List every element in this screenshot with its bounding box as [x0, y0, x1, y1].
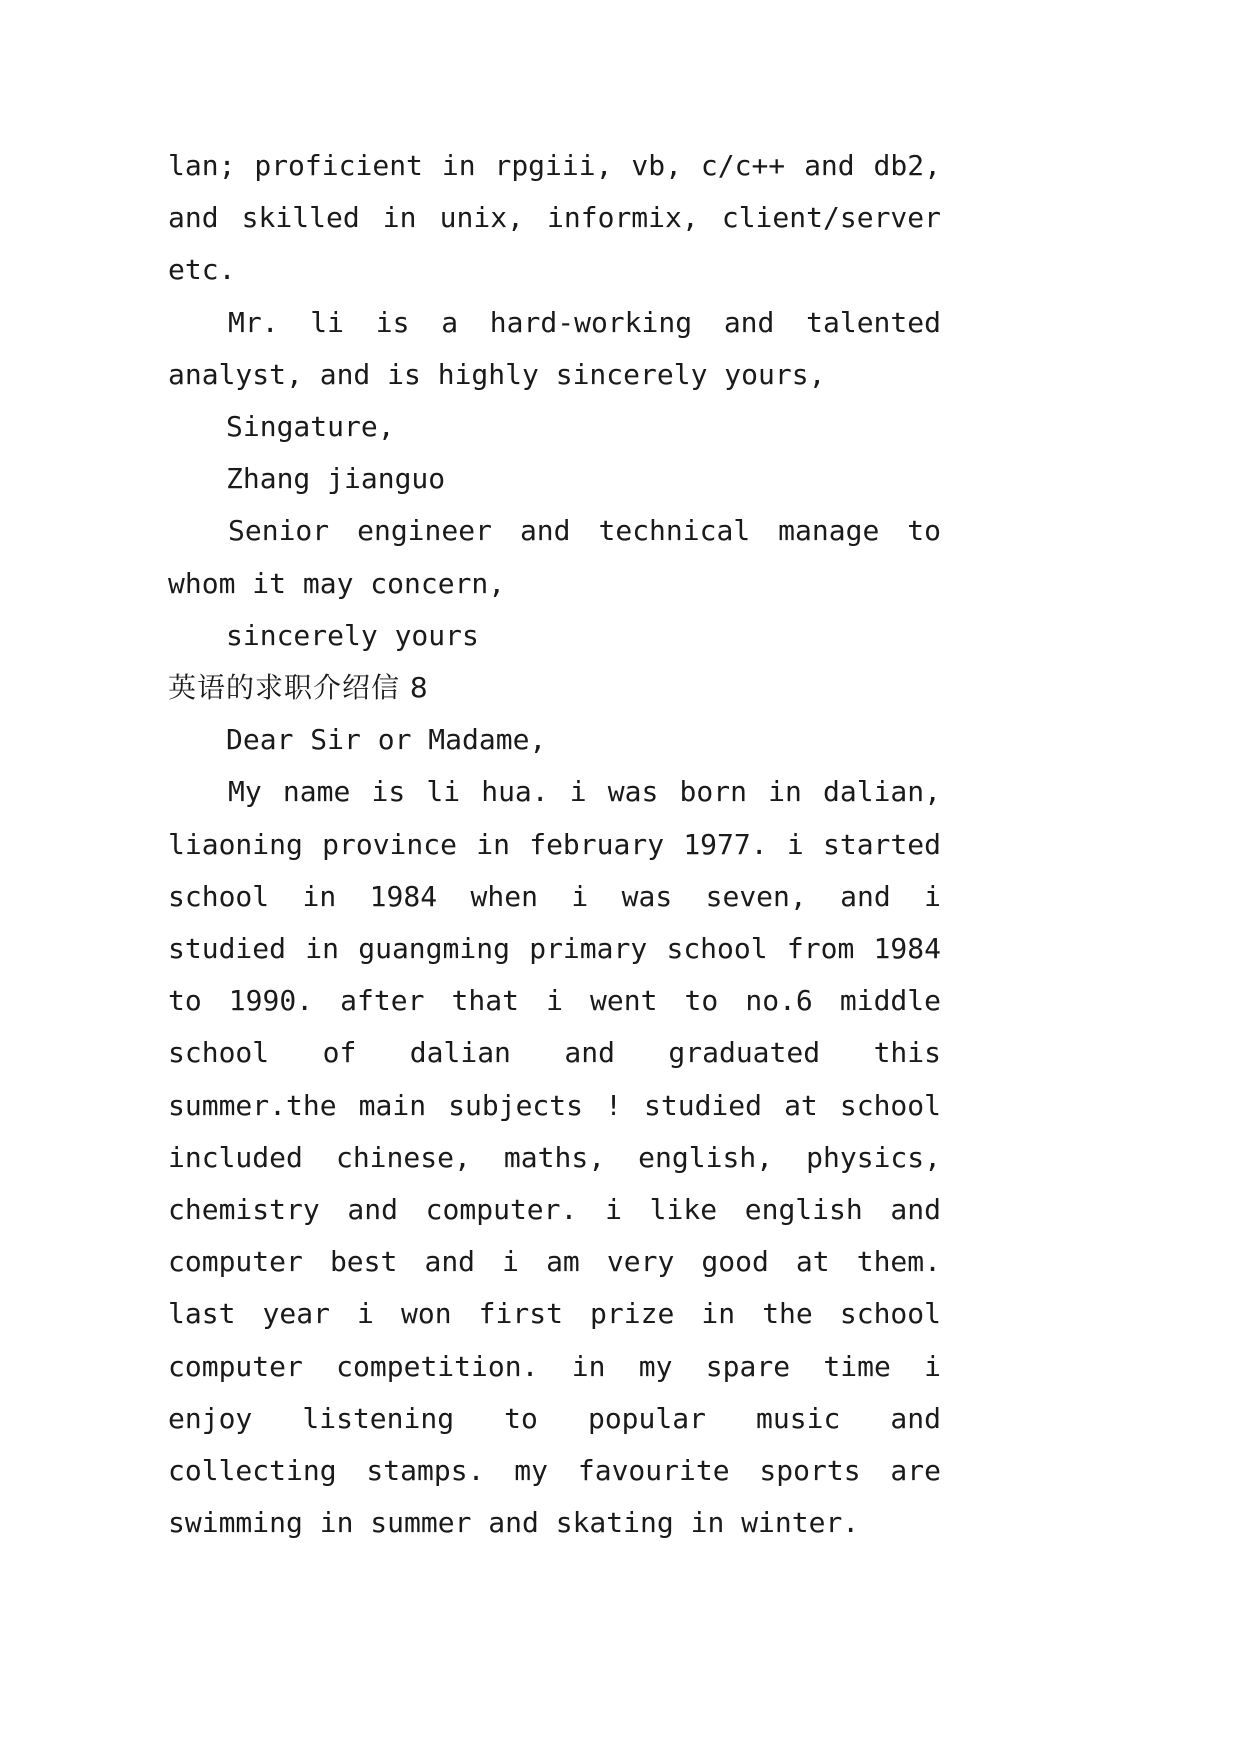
letter-continuation-paragraph: lan; proficient in rpgiii, vb, c/c++ and db2, and skilled in unix, informix, client/server etc. — [168, 149, 941, 287]
assessment-paragraph: Mr. li is a hard-working and talented analyst, and is highly sincerely yours, — [168, 305, 941, 391]
signature-label: Singature, — [226, 410, 395, 444]
document-body — [168, 140, 941, 1549]
signer-title-paragraph: Senior engineer and technical manage to whom it may concern, — [168, 514, 941, 600]
closing-line: sincerely yours — [226, 618, 479, 652]
signer-name: Zhang jianguo — [226, 462, 446, 496]
section-heading: 英语的求职介绍信 8 — [168, 671, 429, 705]
salutation: Dear Sir or Madame, — [226, 723, 547, 757]
letter-body-paragraph: My name is li hua. i was born in dalian, liaoning province in february 1977. i started school in 1984 when i was seven, and i studied in guangming primary school from 1984 to 1990. after that i went to no.6 middle school of dalian and graduated this summer.the main subjects ! studied at school included chinese, maths, english, physics, chemistry and computer. i like english and computer best and i am very good at them. last year i won first prize in the school computer competition. in my spare time i enjoy listening to popular music and collecting stamps. my favourite sports are swimming in summer and skating in winter. — [168, 775, 941, 1540]
